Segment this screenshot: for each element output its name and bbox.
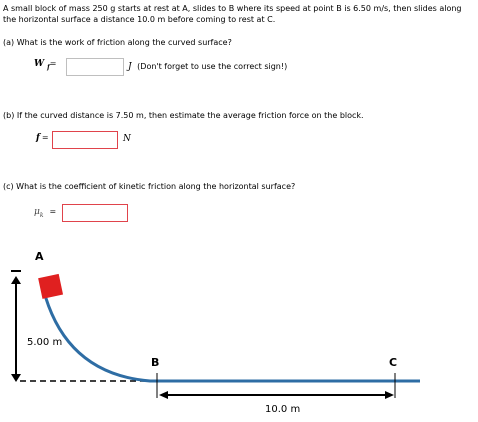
sliding-block [38,274,63,299]
mu-equals: = [49,207,57,216]
sign-hint: (Don't forget to use the correct sign!) [137,62,288,71]
question-b: (b) If the curved distance is 7.50 m, then estimate the average friction force on the block. [3,111,364,120]
height-arrow-down [11,374,21,382]
height-arrow-up [11,276,21,284]
work-unit: J [128,62,132,72]
point-c-label: C [389,356,398,369]
force-equals: = [41,133,49,142]
question-c: (c) What is the coefficient of kinetic friction along the horizontal surface? [3,182,296,191]
distance-arrow-right [385,391,394,399]
track [43,288,420,381]
height-label: 5.00 m [27,337,63,348]
point-a-label: A [35,250,44,263]
work-equals: = [49,59,57,68]
force-unit: N [123,134,131,144]
distance-label: 10.0 m [265,404,301,415]
work-subscript: f [47,64,50,71]
problem-intro: A small block of mass 250 g starts at rest at A, slides to B where its speed at point B is 6.50 m/s, then slides along the horizontal surface a distance 10.0 m before coming to rest at C. [3,4,462,24]
work-symbol: W [34,59,45,69]
mu-symbol: μ [34,207,40,217]
force-symbol: f [36,133,40,143]
question-a: (a) What is the work of friction along the curved surface? [3,38,232,47]
mu-subscript: k [39,212,44,219]
distance-arrow-left [159,391,168,399]
point-b-label: B [151,356,160,369]
